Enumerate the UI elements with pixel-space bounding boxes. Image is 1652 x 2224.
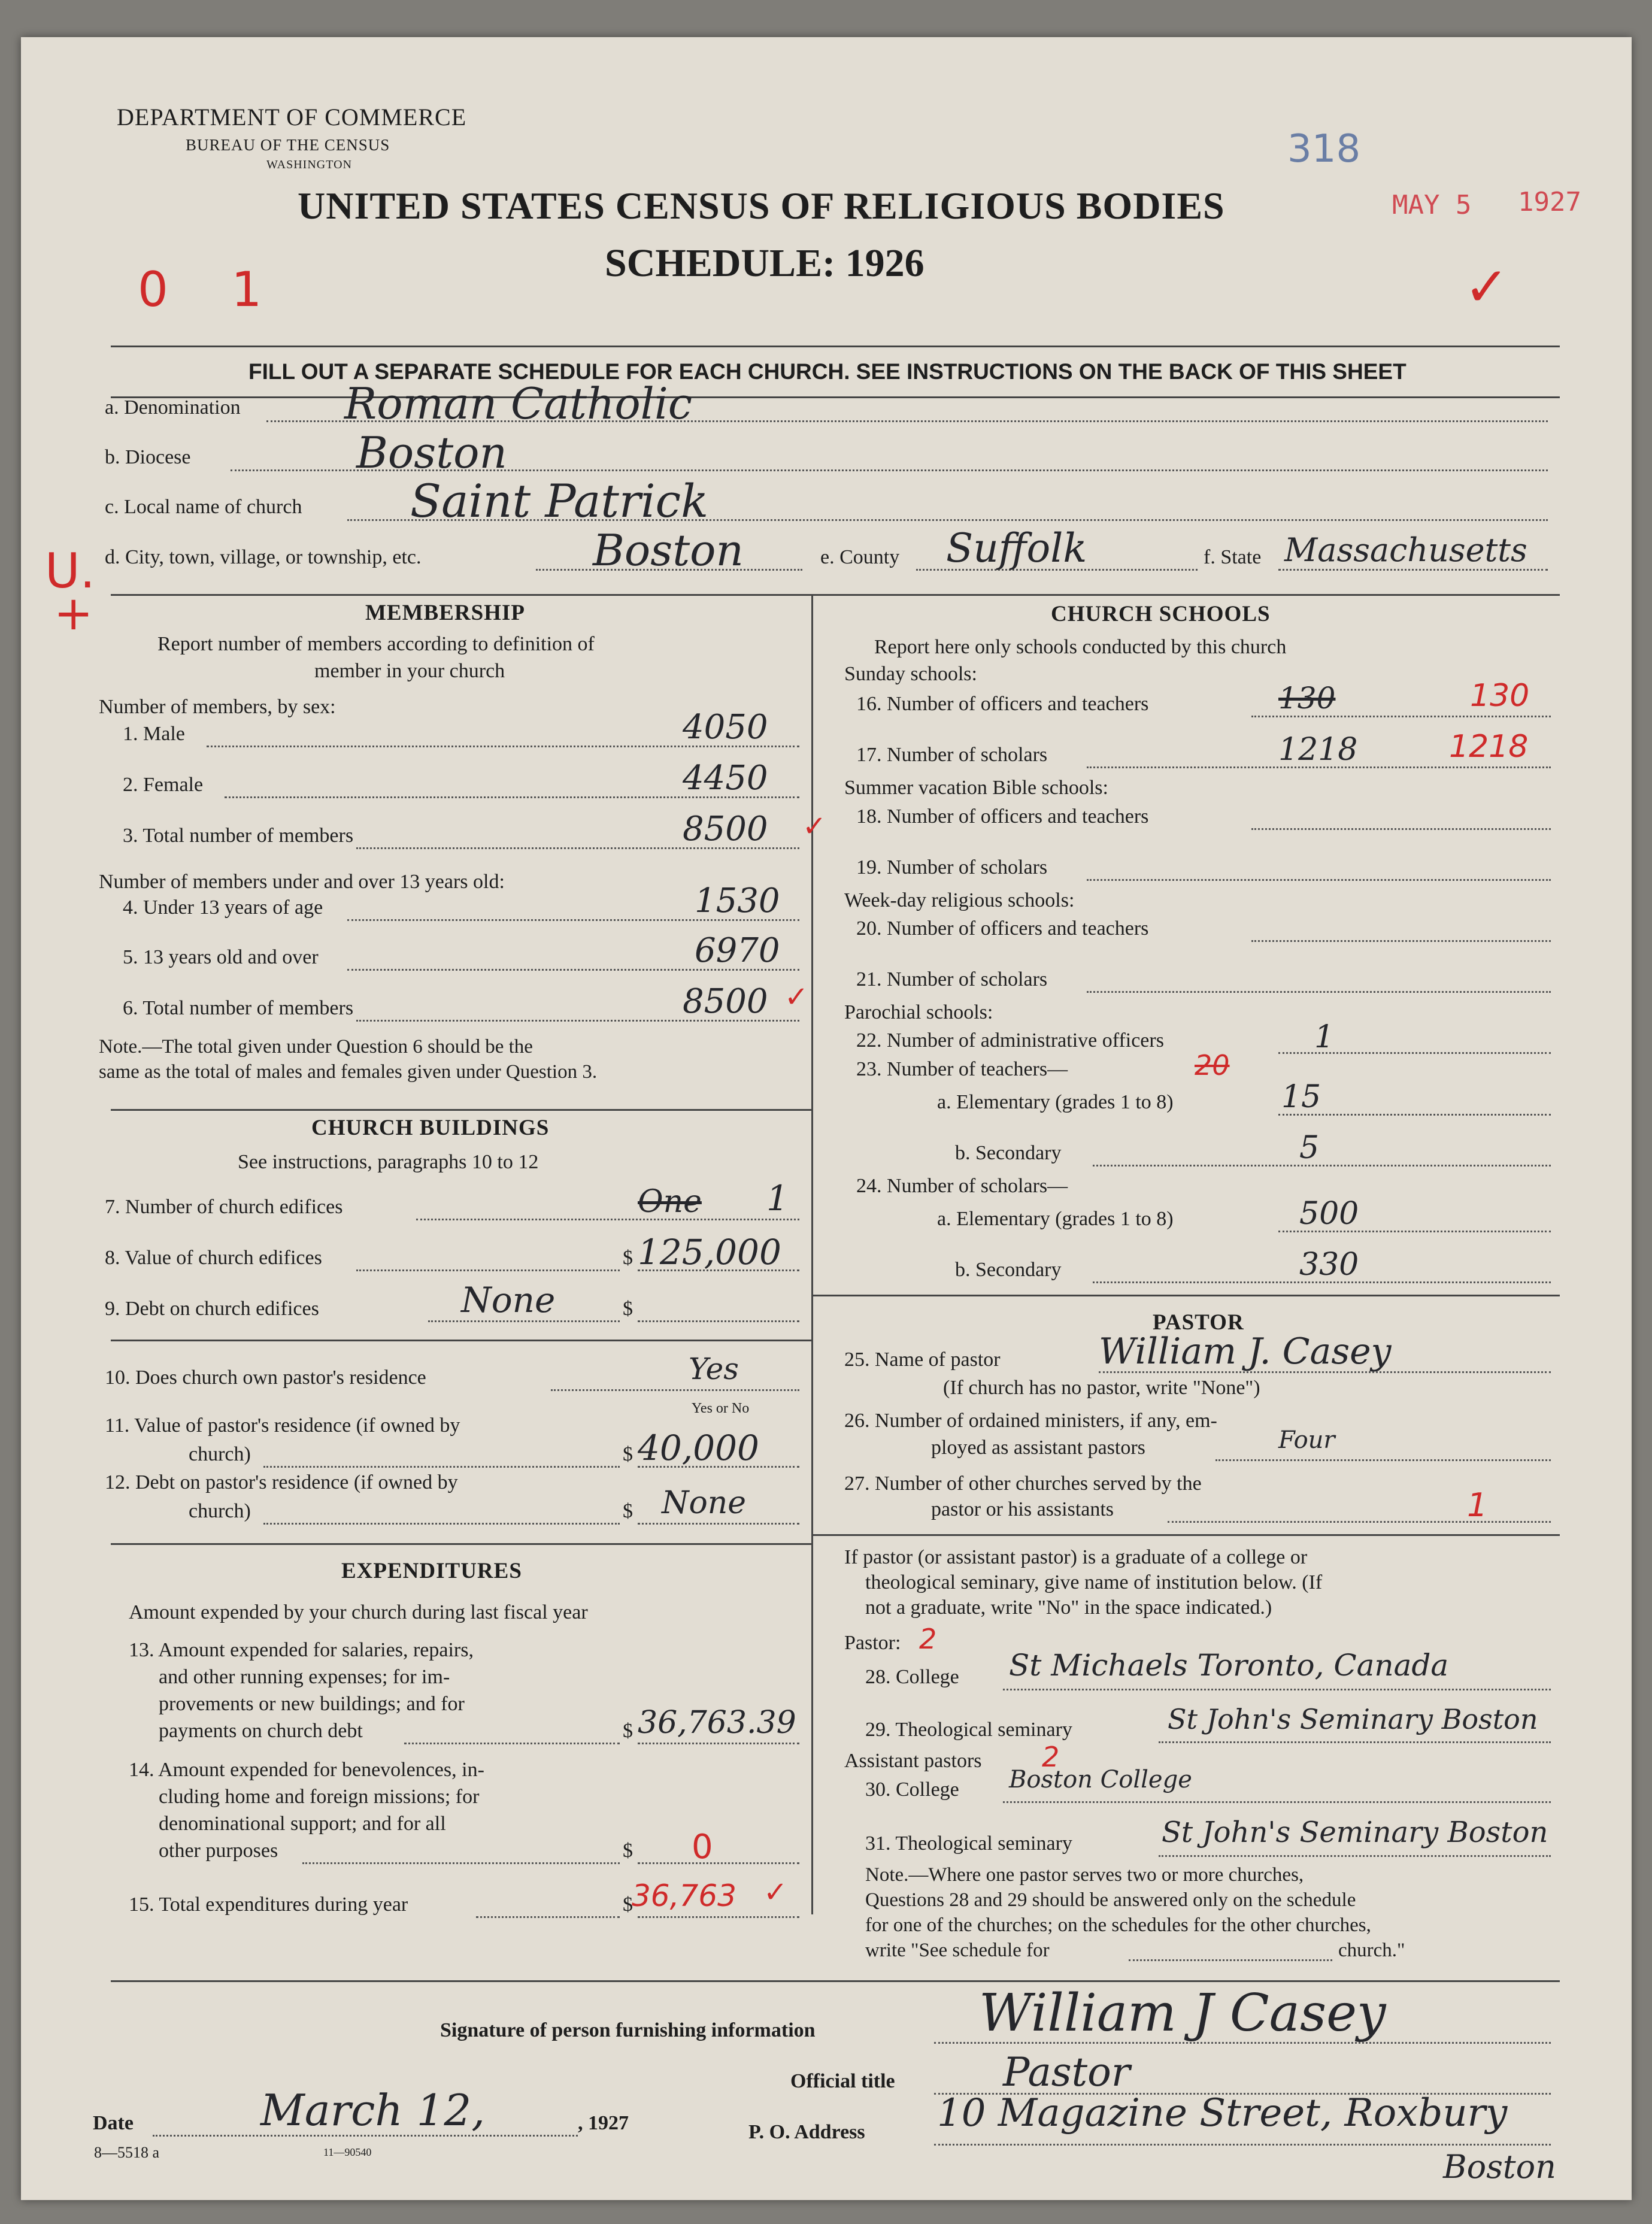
q23b-label: b. Secondary <box>955 1142 1062 1164</box>
red-code-mark: 0 1 <box>138 262 286 317</box>
fill-line <box>416 1219 799 1220</box>
fill-line <box>1168 1521 1551 1523</box>
q23-struck-value: 20 <box>1195 1049 1230 1081</box>
expenditures-heading: EXPENDITURES <box>341 1559 522 1583</box>
date-label: Date <box>93 2112 134 2134</box>
q9-label: 9. Debt on church edifices <box>105 1298 319 1320</box>
local-name-value[interactable]: Saint Patrick <box>410 474 709 528</box>
q29-value[interactable]: St John's Seminary Boston <box>1168 1703 1538 1735</box>
county-value[interactable]: Suffolk <box>946 525 1087 571</box>
weekday-schools-label: Week-day religious schools: <box>844 889 1075 911</box>
q30-label: 30. College <box>865 1778 959 1801</box>
q24-label: 24. Number of scholars— <box>856 1175 1068 1197</box>
fill-line <box>934 2144 1551 2146</box>
received-year-stamp: 1927 <box>1518 187 1581 217</box>
q1-value[interactable]: 4050 <box>683 708 768 747</box>
fill-line <box>1003 1801 1551 1803</box>
print-number: 11—90540 <box>323 2146 372 2158</box>
divider <box>111 1340 811 1341</box>
q3-label: 3. Total number of members <box>123 825 354 847</box>
divider <box>811 1295 1560 1296</box>
local-name-label: c. Local name of church <box>105 496 302 518</box>
q14-line-d: other purposes <box>159 1840 278 1862</box>
diocese-value[interactable]: Boston <box>356 428 507 478</box>
q14-value[interactable]: 0 <box>692 1828 713 1867</box>
q26-value[interactable]: Four <box>1278 1426 1335 1454</box>
denomination-label: a. Denomination <box>105 396 241 419</box>
dollar-sign: $ <box>623 1247 633 1269</box>
fill-line <box>1251 828 1551 830</box>
summer-schools-label: Summer vacation Bible schools: <box>844 777 1108 799</box>
q25-hint: (If church has no pastor, write "None") <box>943 1377 1260 1399</box>
fill-line <box>638 1320 799 1322</box>
red-check-mark: ✓ <box>784 980 804 1014</box>
divider <box>111 1109 811 1111</box>
q14-line-c: denominational support; and for all <box>159 1813 446 1835</box>
graduate-instructions-2: theological seminary, give name of institution below. (If <box>865 1571 1323 1593</box>
q18-label: 18. Number of officers and teachers <box>856 805 1149 828</box>
q23-label: 23. Number of teachers— <box>856 1058 1068 1080</box>
city-value[interactable]: Boston <box>593 525 744 575</box>
q4-value[interactable]: 1530 <box>695 881 780 920</box>
fill-line <box>263 1523 620 1525</box>
dollar-sign: $ <box>623 1840 633 1862</box>
q31-value[interactable]: St John's Seminary Boston <box>1162 1816 1548 1849</box>
fill-line <box>1003 1689 1551 1690</box>
q24b-label: b. Secondary <box>955 1259 1062 1281</box>
red-check-mark: ✓ <box>763 1875 788 1909</box>
pastor-note-3: for one of the churches; on the schedules for the other churches, <box>865 1914 1371 1936</box>
fill-line <box>638 1523 799 1525</box>
fill-line <box>1251 716 1551 717</box>
q2-value[interactable]: 4450 <box>683 759 768 798</box>
sunday-schools-label: Sunday schools: <box>844 663 977 685</box>
pastor-note-4: write "See schedule for <box>865 1940 1050 1961</box>
county-label: e. County <box>820 546 900 568</box>
red-check-mark: ✓ <box>1464 256 1509 319</box>
fill-line <box>302 1862 620 1864</box>
q13-line-d: payments on church debt <box>159 1720 363 1742</box>
q9-value[interactable]: None <box>461 1280 556 1320</box>
pastor-note-2: Questions 28 and 29 should be answered only on the schedule <box>865 1889 1356 1911</box>
q24b-value[interactable]: 330 <box>1299 1247 1359 1283</box>
fill-line <box>638 1743 799 1744</box>
form-title: UNITED STATES CENSUS OF RELIGIOUS BODIES <box>298 184 1225 227</box>
q16-label: 16. Number of officers and teachers <box>856 693 1149 715</box>
census-schedule-form <box>21 37 1632 2200</box>
diocese-label: b. Diocese <box>105 446 191 468</box>
church-buildings-heading: CHURCH BUILDINGS <box>311 1116 550 1140</box>
divider <box>111 594 1560 596</box>
form-number: 8—5518 a <box>94 2144 160 2161</box>
q1-label: 1. Male <box>123 723 185 745</box>
fill-line <box>1251 940 1551 942</box>
pastor-label: Pastor: <box>844 1632 901 1654</box>
graduate-instructions-1: If pastor (or assistant pastor) is a graduate of a college or <box>844 1546 1308 1568</box>
dollar-sign: $ <box>623 1720 633 1742</box>
fill-line <box>476 1916 620 1918</box>
signature-value[interactable]: William J Casey <box>979 1983 1386 2043</box>
q8-label: 8. Value of church edifices <box>105 1247 322 1269</box>
q5-label: 5. 13 years old and over <box>123 946 319 968</box>
fill-line <box>638 1862 799 1864</box>
q28-label: 28. College <box>865 1666 959 1688</box>
q23a-label: a. Elementary (grades 1 to 8) <box>937 1091 1174 1113</box>
q10-hint: Yes or No <box>692 1401 750 1416</box>
q23b-value[interactable]: 5 <box>1299 1130 1320 1166</box>
q15-value[interactable]: 36,763 <box>632 1878 736 1913</box>
date-year: , 1927 <box>578 2112 629 2134</box>
q29-label: 29. Theological seminary <box>865 1719 1072 1741</box>
divider <box>811 1534 1560 1536</box>
official-title-value[interactable]: Pastor <box>1003 2049 1130 2095</box>
q27-line-b: pastor or his assistants <box>931 1498 1114 1520</box>
q10-value[interactable]: Yes <box>689 1352 739 1386</box>
schedule-title: SCHEDULE: 1926 <box>605 241 924 285</box>
assistant-pastors-label: Assistant pastors <box>844 1750 982 1772</box>
dollar-sign: $ <box>623 1443 633 1465</box>
bureau-heading: BUREAU OF THE CENSUS <box>186 136 390 154</box>
q22-label: 22. Number of administrative officers <box>856 1029 1164 1052</box>
q22-value[interactable]: 1 <box>1314 1019 1335 1055</box>
graduate-instructions-3: not a graduate, write "No" in the space indicated.) <box>865 1596 1272 1619</box>
expenditures-intro: Amount expended by your church during last fiscal year <box>129 1601 588 1623</box>
q15-label: 15. Total expenditures during year <box>129 1893 408 1916</box>
official-title-label: Official title <box>790 2070 895 2092</box>
q24a-label: a. Elementary (grades 1 to 8) <box>937 1208 1174 1230</box>
signature-label: Signature of person furnishing information <box>440 2019 816 2041</box>
q13-value[interactable]: 36,763.39 <box>638 1705 796 1741</box>
dollar-sign: $ <box>623 1298 633 1320</box>
q7-label: 7. Number of church edifices <box>105 1196 343 1218</box>
membership-heading: MEMBERSHIP <box>365 601 525 625</box>
pastor-note-5: church." <box>1338 1940 1405 1961</box>
q2-label: 2. Female <box>123 774 204 796</box>
department-heading: DEPARTMENT OF COMMERCE <box>117 104 467 131</box>
divider <box>111 1543 811 1545</box>
schools-intro: Report here only schools conducted by this church <box>874 636 1287 658</box>
q11-value[interactable]: 40,000 <box>638 1428 759 1468</box>
membership-note-2: same as the total of males and females given under Question 3. <box>99 1061 598 1083</box>
dollar-sign: $ <box>623 1500 633 1522</box>
red-plus-mark: + <box>54 587 93 641</box>
fill-line <box>1087 879 1551 881</box>
fill-line <box>1093 1165 1551 1166</box>
instruction-bar: FILL OUT A SEPARATE SCHEDULE FOR EACH CHURCH. SEE INSTRUCTIONS ON THE BACK OF THIS SHEET <box>248 359 1407 384</box>
red-u-mark: U. <box>45 543 95 599</box>
date-value[interactable]: March 12, <box>260 2085 486 2135</box>
membership-intro-1: Report number of members according to definition of <box>157 633 595 655</box>
q25-label: 25. Name of pastor <box>844 1349 1001 1371</box>
q19-label: 19. Number of scholars <box>856 856 1048 878</box>
membership-intro-2: member in your church <box>314 660 505 682</box>
fill-line <box>1087 991 1551 993</box>
assistant-red-mark: 2 <box>1042 1741 1060 1773</box>
q7-struck-value: One <box>638 1184 702 1220</box>
fill-line <box>638 1916 799 1918</box>
q11-label-a: 11. Value of pastor's residence (if owned by <box>105 1414 460 1437</box>
q16-struck-value: 130 <box>1278 681 1336 716</box>
q14-line-b: cluding home and foreign missions; for <box>159 1786 480 1808</box>
q31-label: 31. Theological seminary <box>865 1832 1072 1855</box>
q5-value[interactable]: 6970 <box>695 931 780 970</box>
pastor-note-1: Note.—Where one pastor serves two or more churches, <box>865 1864 1304 1886</box>
q12-label-b: church) <box>189 1500 251 1522</box>
q28-value[interactable]: St Michaels Toronto, Canada <box>1009 1648 1449 1683</box>
q12-label-a: 12. Debt on pastor's residence (if owned by <box>105 1471 458 1493</box>
q27-value[interactable]: 1 <box>1467 1486 1488 1524</box>
received-date-stamp: MAY 5 <box>1392 190 1472 220</box>
q26-line-a: 26. Number of ordained ministers, if any, em- <box>844 1410 1217 1432</box>
denomination-value[interactable]: Roman Catholic <box>344 378 693 429</box>
q30-value[interactable]: Boston College <box>1009 1766 1192 1793</box>
q13-line-c: provements or new buildings; and for <box>159 1693 465 1715</box>
fill-line <box>356 1269 620 1271</box>
fill-line <box>404 1743 620 1744</box>
q17-label: 17. Number of scholars <box>856 744 1048 766</box>
q13-line-b: and other running expenses; for im- <box>159 1666 450 1688</box>
red-check-mark: ✓ <box>802 810 827 843</box>
dollar-sign: $ <box>623 1893 633 1916</box>
q14-line-a: 14. Amount expended for benevolences, in- <box>129 1759 484 1781</box>
q25-value[interactable]: William J. Casey <box>1099 1331 1392 1372</box>
q12-value[interactable]: None <box>662 1485 747 1521</box>
divider <box>111 1980 1560 1982</box>
q17-value[interactable]: 1218 <box>1278 732 1358 768</box>
church-schools-heading: CHURCH SCHOOLS <box>1051 602 1271 626</box>
divider <box>111 346 1560 347</box>
q17-red-value: 1218 <box>1449 729 1529 765</box>
q10-label: 10. Does church own pastor's residence <box>105 1366 426 1389</box>
po-address-value[interactable]: 10 Magazine Street, Roxbury <box>937 2091 1508 2135</box>
q27-line-a: 27. Number of other churches served by the <box>844 1472 1202 1495</box>
location-heading: WASHINGTON <box>266 158 352 171</box>
fill-line <box>1159 1855 1551 1857</box>
q24a-value[interactable]: 500 <box>1299 1196 1359 1232</box>
po-address-value-2[interactable]: Boston <box>1443 2148 1556 2186</box>
buildings-intro: See instructions, paragraphs 10 to 12 <box>238 1151 539 1173</box>
membership-note-1: Note.—The total given under Question 6 should be the <box>99 1036 533 1058</box>
q8-value[interactable]: 125,000 <box>638 1232 781 1272</box>
column-divider <box>811 594 813 1914</box>
q21-label: 21. Number of scholars <box>856 968 1048 990</box>
fill-line <box>1278 569 1548 571</box>
q16-value[interactable]: 130 <box>1470 678 1530 714</box>
q4-label: 4. Under 13 years of age <box>123 896 323 919</box>
stamp-number: 318 <box>1287 127 1361 171</box>
fill-line <box>1129 1959 1332 1961</box>
by-sex-label: Number of members, by sex: <box>99 696 336 718</box>
fill-line <box>428 1320 620 1322</box>
parochial-schools-label: Parochial schools: <box>844 1001 993 1023</box>
state-value[interactable]: Massachusetts <box>1284 531 1527 569</box>
q3-value[interactable]: 8500 <box>683 810 768 849</box>
fill-line <box>263 1466 620 1468</box>
fill-line <box>551 1389 799 1391</box>
q6-value[interactable]: 8500 <box>683 982 768 1021</box>
q26-line-b: ployed as assistant pastors <box>931 1437 1145 1459</box>
pastor-heading: PASTOR <box>1153 1310 1244 1335</box>
q13-line-a: 13. Amount expended for salaries, repairs, <box>129 1639 474 1661</box>
q20-label: 20. Number of officers and teachers <box>856 917 1149 940</box>
q6-label: 6. Total number of members <box>123 997 354 1019</box>
fill-line <box>1159 1741 1551 1743</box>
divider <box>111 396 1560 398</box>
city-label: d. City, town, village, or township, etc. <box>105 546 422 568</box>
state-label: f. State <box>1204 546 1262 568</box>
q23a-value[interactable]: 15 <box>1281 1079 1321 1115</box>
fill-line <box>1215 1459 1551 1461</box>
q11-label-b: church) <box>189 1443 251 1465</box>
age-label: Number of members under and over 13 years old: <box>99 871 505 893</box>
pastor-red-mark: 2 <box>919 1623 937 1655</box>
po-address-label: P. O. Address <box>748 2121 865 2143</box>
q7-value[interactable]: 1 <box>766 1178 789 1219</box>
